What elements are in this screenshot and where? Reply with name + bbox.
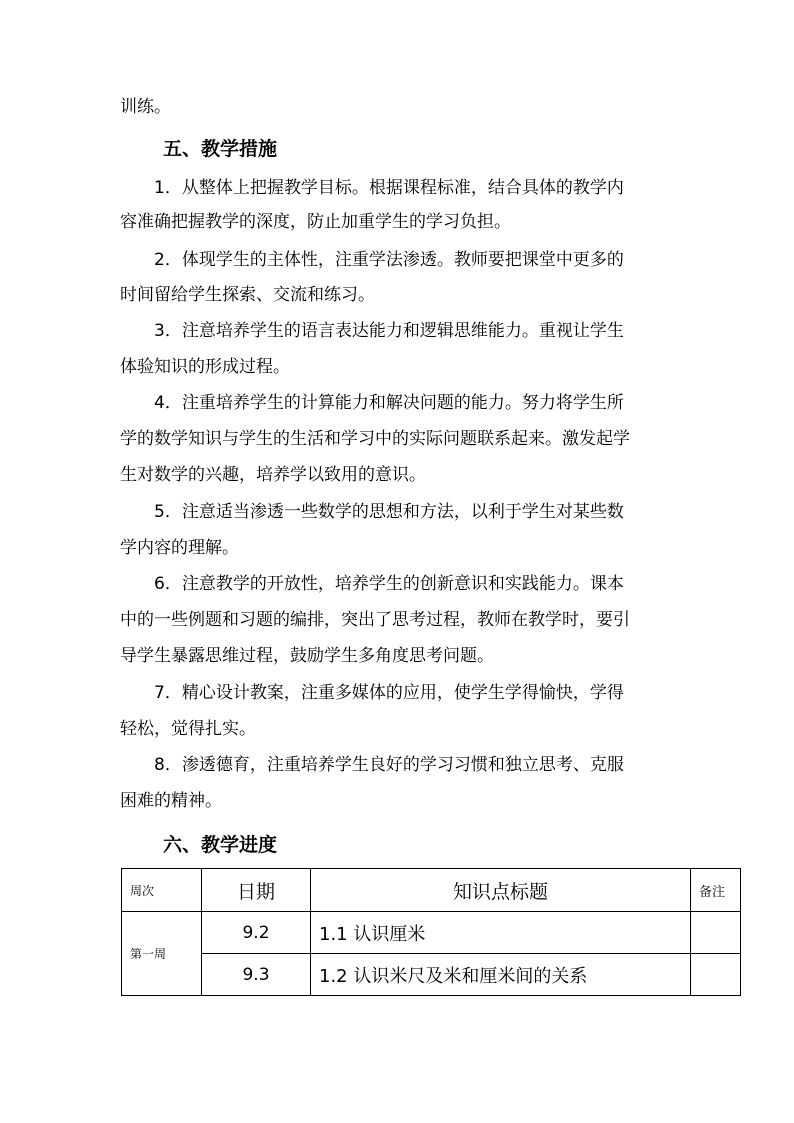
table-header-row xyxy=(122,869,741,912)
table-row xyxy=(122,912,741,954)
text-line: 1．从整体上把握教学目标。根据课程标准，结合具体的教学内 xyxy=(154,178,624,198)
text-line: 中的一些例题和习题的编排，突出了思考过程，教师在教学时，要引 xyxy=(120,610,630,630)
text-line: 2．体现学生的主体性，注重学法渗透。教师要把课堂中更多的 xyxy=(154,250,624,270)
text-line: 6．注意教学的开放性，培养学生的创新意识和实践能力。课本 xyxy=(154,574,624,594)
cell-title: 1.2 认识米尺及米和厘米间的关系 xyxy=(311,954,691,996)
section-heading-schedule: 六、教学进度 xyxy=(163,834,278,856)
text-line: 生对数学的兴趣，培养学以致用的意识。 xyxy=(120,465,426,485)
section-heading-measures: 五、教学措施 xyxy=(163,138,278,160)
text-line: 7．精心设计教案，注重多媒体的应用，使学生学得愉快，学得 xyxy=(154,683,624,703)
text-line: 轻松，觉得扎实。 xyxy=(120,719,256,739)
text-line: 困难的精神。 xyxy=(120,791,222,811)
header-note: 备注 xyxy=(691,869,741,912)
header-date: 日期 xyxy=(202,869,311,912)
cell-note xyxy=(691,954,741,996)
cell-date: 9.3 xyxy=(202,954,311,996)
text-line: 学内容的理解。 xyxy=(120,538,239,558)
header-week: 周次 xyxy=(122,869,202,912)
text-line: 8．渗透德育，注重培养学生良好的学习习惯和独立思考、克服 xyxy=(154,755,624,775)
text-line: 3．注意培养学生的语言表达能力和逻辑思维能力。重视让学生 xyxy=(154,321,624,341)
cell-note xyxy=(691,912,741,954)
text-line: 5．注意适当渗透一些数学的思想和方法，以利于学生对某些数 xyxy=(154,502,624,522)
text-line: 容准确把握教学的深度，防止加重学生的学习负担。 xyxy=(120,212,511,232)
header-title: 知识点标题 xyxy=(311,869,691,912)
text-line: 体验知识的形成过程。 xyxy=(120,357,290,377)
schedule-table xyxy=(121,868,741,996)
table-row xyxy=(122,954,741,996)
text-line: 学的数学知识与学生的生活和学习中的实际问题联系起来。激发起学 xyxy=(120,429,630,449)
text-line: 4．注重培养学生的计算能力和解决问题的能力。努力将学生所 xyxy=(154,393,624,413)
cell-week: 第一周 xyxy=(122,912,202,996)
cell-date: 9.2 xyxy=(202,912,311,954)
text-line: 训练。 xyxy=(120,97,171,117)
text-line: 导学生暴露思维过程，鼓励学生多角度思考问题。 xyxy=(120,646,494,666)
text-line: 时间留给学生探索、交流和练习。 xyxy=(120,285,375,305)
cell-title: 1.1 认识厘米 xyxy=(311,912,691,954)
